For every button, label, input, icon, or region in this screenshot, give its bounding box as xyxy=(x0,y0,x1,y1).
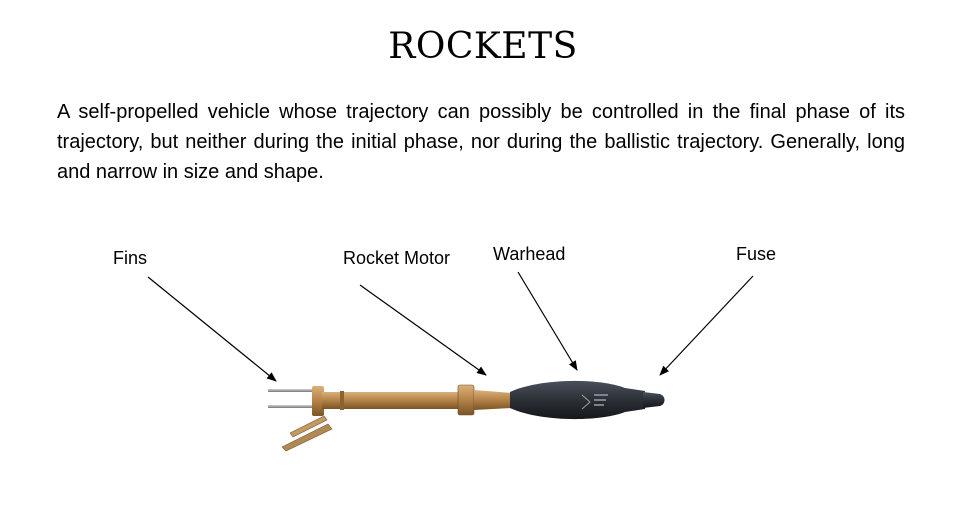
rocket-motor-label: Rocket Motor xyxy=(343,248,451,268)
rocket-motor-pointer-arrow xyxy=(360,285,486,375)
fins-label: Fins xyxy=(113,248,148,268)
fuse xyxy=(643,392,665,408)
fuse-label: Fuse xyxy=(736,244,777,264)
fins-pointer-arrow xyxy=(148,277,276,381)
warhead-label: Warhead xyxy=(493,244,566,264)
warhead-pointer-arrow xyxy=(518,272,577,370)
rocket-motor xyxy=(322,385,512,415)
definition-text: A self-propelled vehicle whose trajectory can possibly be controlled in the final phase of its trajectory, but neither during the initial phase, nor during the ballistic trajectory. Generally, long and narrow in size and shape. xyxy=(57,101,905,183)
rocket-illustration xyxy=(268,381,665,451)
fuse-pointer-arrow xyxy=(660,276,753,375)
page-title: ROCKETS xyxy=(388,26,578,67)
warhead xyxy=(510,381,645,419)
